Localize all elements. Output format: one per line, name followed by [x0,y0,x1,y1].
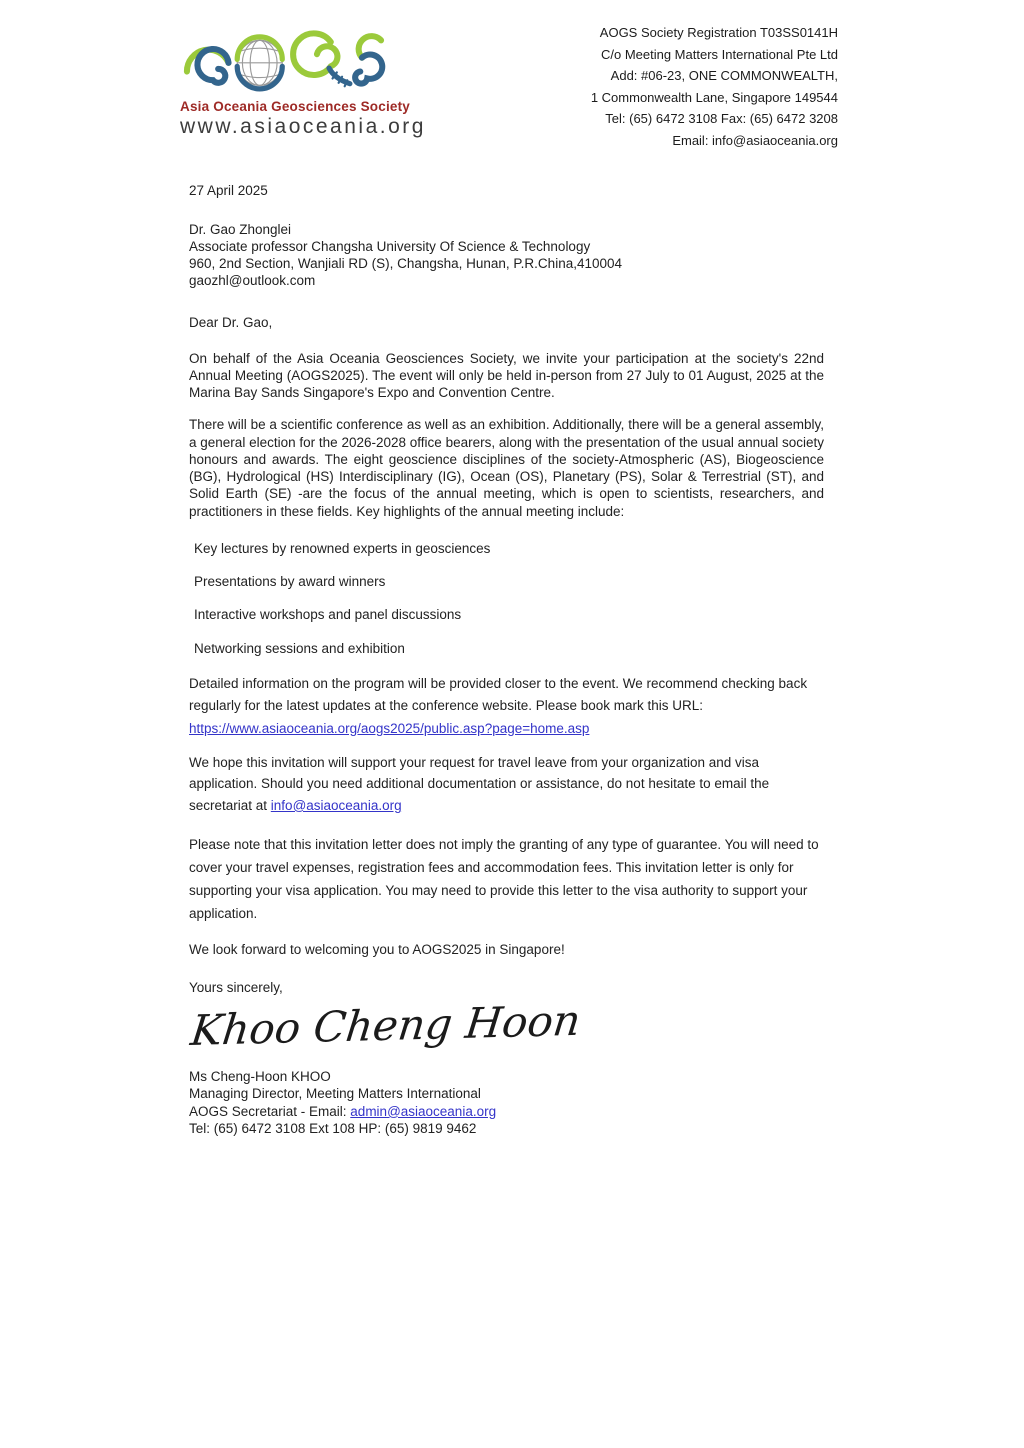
recipient-title: Associate professor Changsha University Of Science & Technology [189,239,591,255]
contact-line: Add: #06-23, ONE COMMONWEALTH, [610,68,838,83]
aogs-logo-icon [180,28,388,96]
highlight-item: Networking sessions and exhibition [194,640,405,656]
letter-date: 27 April 2025 [189,183,268,198]
paragraph-program-info [189,673,824,740]
highlight-item: Presentations by award winners [194,574,386,590]
paragraph-invitation: On behalf of the Asia Oceania Geosciences Society, we invite your participation at the society's 22nd Annual Meeting (AOGS2025). The event will only be held in-person from 27 July to 01 August, 2025 at the Marina Bay Sands Singapore's Expo and Convention Centre. [189,350,824,401]
paragraph-disclaimer: Please note that this invitation letter does not imply the granting of any type of guarantee. You will need to cover your travel expenses, registration fees and accommodation fees. This invitation letter is only for supporting your visa application. You may need to provide this letter to the visa authority to support your application. [189,836,819,922]
highlight-item: Interactive workshops and panel discussions [194,607,462,623]
society-name: Asia Oceania Geosciences Society [180,99,411,114]
program-url-link[interactable]: https://www.asiaoceania.org/aogs2025/public.asp?page=home.asp [189,720,590,736]
recipient-name: Dr. Gao Zhonglei [189,222,292,238]
closing-line: We look forward to welcoming you to AOGS2025 in Singapore! [189,942,565,958]
paragraph-visa-support [189,752,824,817]
signer-phone: Tel: (65) 6472 3108 Ext 108 HP: (65) 9819 9462 [189,1121,477,1137]
header-contact-block [591,22,838,151]
visa-support-text: We hope this invitation will support your request for travel leave from your organization and visa application. Should you need additional documentation or assistance, do not hesitate to email the secretariat at [189,754,770,813]
highlight-item: Key lectures by renowned experts in geosciences [194,540,491,556]
contact-line: AOGS Society Registration T03SS0141H [599,25,838,40]
signer-title: Managing Director, Meeting Matters International [189,1086,481,1102]
program-info-text: Detailed information on the program will be provided closer to the event. We recommend checking back regularly for the latest updates at the conference website. Please book mark this URL: [189,675,808,714]
recipient-email: gaozhl@outlook.com [189,273,316,289]
contact-line: Tel: (65) 6472 3108 Fax: (65) 6472 3208 [605,111,838,126]
handwritten-signature: Khoo Cheng Hoon [188,995,584,1055]
signer-name: Ms Cheng-Hoon KHOO [189,1068,331,1084]
valediction: Yours sincerely, [189,979,283,995]
salutation: Dear Dr. Gao, [189,315,273,331]
recipient-block [189,221,824,289]
secretariat-label: AOGS Secretariat - Email: [189,1103,351,1119]
contact-line: 1 Commonwealth Lane, Singapore 149544 [590,89,838,105]
letter-body [189,182,824,1138]
contact-line: C/o Meeting Matters International Pte Ltd [600,46,838,62]
signer-block [189,1068,824,1138]
highlights-list [189,540,824,657]
recipient-address: 960, 2nd Section, Wanjiali RD (S), Changsha, Hunan, P.R.China,410004 [189,256,623,272]
aogs-logo-block [180,28,426,139]
society-website: www.asiaoceania.org [180,115,426,138]
secretariat-email-link[interactable]: info@asiaoceania.org [270,797,402,813]
admin-email-link[interactable]: admin@asiaoceania.org [350,1103,497,1119]
signer-secretariat-line [189,1103,824,1121]
contact-line: Email: info@asiaoceania.org [672,132,838,148]
paragraph-overview: There will be a scientific conference as well as an exhibition. Additionally, there will be a general assembly, a general election for the 2026-2028 office bearers, along with the presentation of the usual annual society honours and awards. The eight geoscience disciplines of the society-Atmospheric (AS), Biogeoscience (BG), Hydrological (HS) Interdisciplinary (IG), Ocean (OS), Planetary (PS), Solar & Terrestrial (ST), and Solid Earth (SE) -are the focus of the annual meeting, which is open to scientists, researchers, and practitioners in these fields. Key highlights of the annual meeting include: [189,417,824,519]
